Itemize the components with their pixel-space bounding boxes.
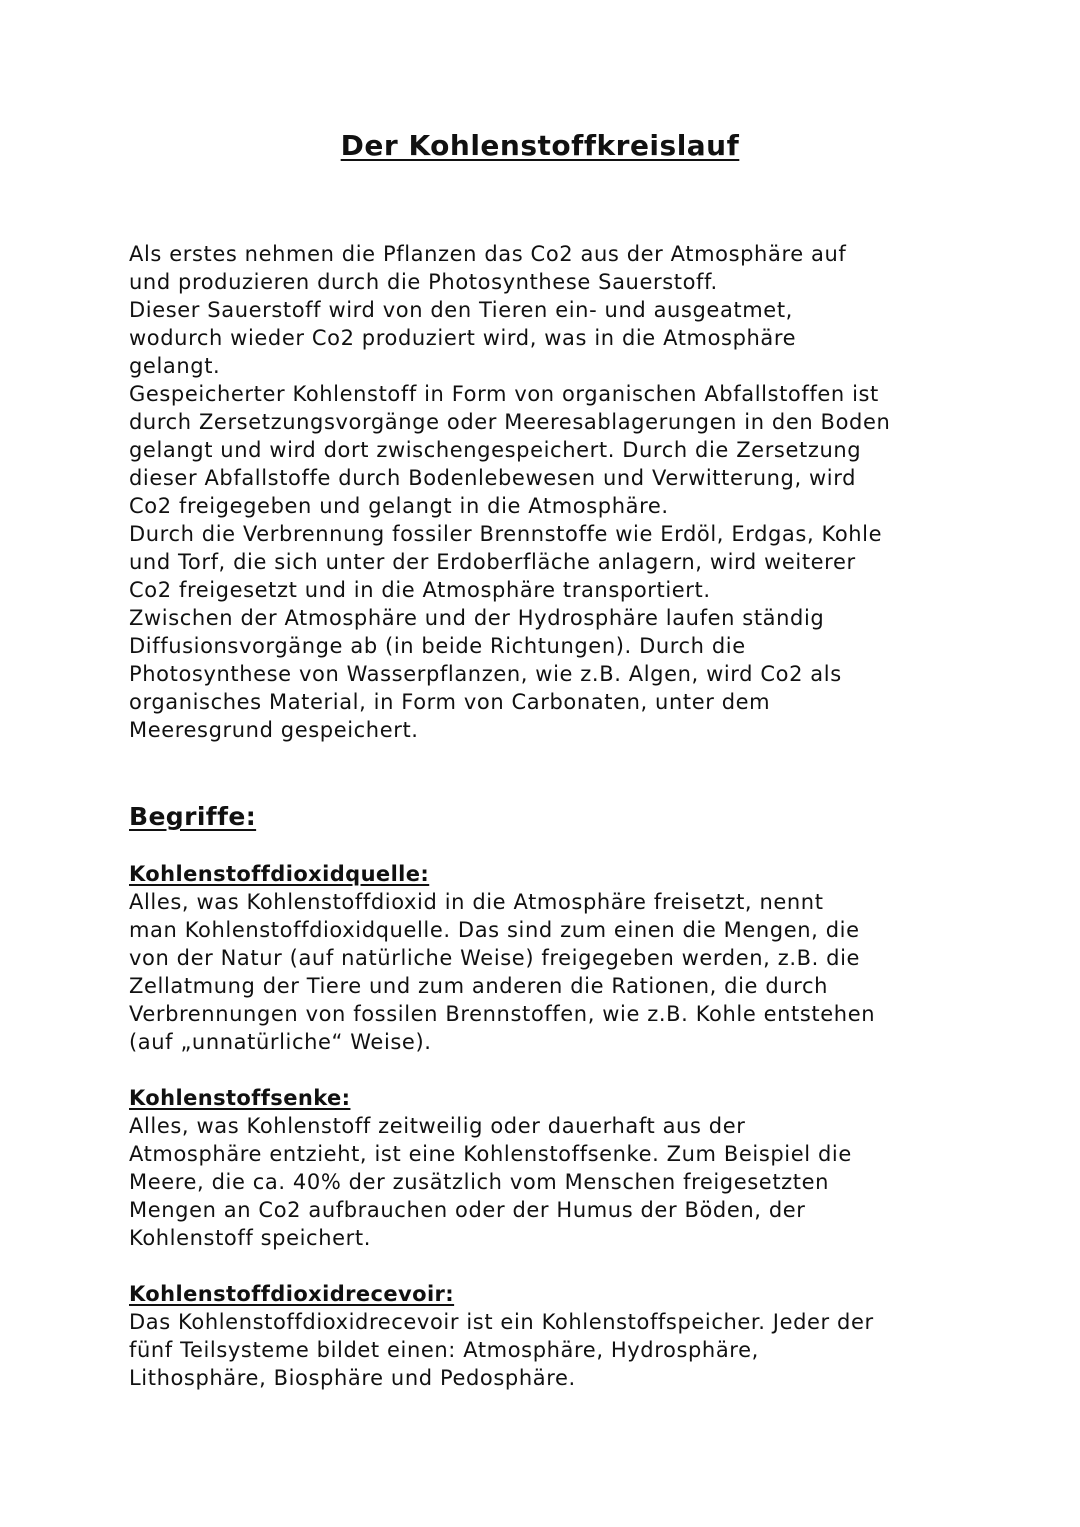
term-line: von der Natur (auf natürliche Weise) freigegeben werden, z.B. die — [129, 946, 861, 970]
term-kohlenstoffsenke — [129, 1084, 969, 1252]
term-heading: Kohlenstoffdioxidrecevoir: — [129, 1282, 455, 1306]
term-line: Das Kohlenstoffdioxidrecevoir ist ein Kohlenstoffspeicher. Jeder der — [129, 1310, 874, 1334]
term-line: Mengen an Co2 aufbrauchen oder der Humus der Böden, der — [129, 1198, 806, 1222]
term-line: Zellatmung der Tiere und zum anderen die Rationen, die durch — [129, 974, 829, 998]
term-line: Verbrennungen von fossilen Brennstoffen, wie z.B. Kohle entstehen — [129, 1002, 876, 1026]
term-kohlenstoffdioxidrecevoir — [129, 1280, 969, 1392]
term-line: fünf Teilsysteme bildet einen: Atmosphäre, Hydrosphäre, — [129, 1338, 759, 1362]
intro-line: Dieser Sauerstoff wird von den Tieren ein- und ausgeatmet, — [129, 298, 793, 322]
term-line: man Kohlenstoffdioxidquelle. Das sind zum einen die Mengen, die — [129, 918, 860, 942]
intro-line: Gespeicherter Kohlenstoff in Form von organischen Abfallstoffen ist — [129, 382, 879, 406]
intro-line: Durch die Verbrennung fossiler Brennstoffe wie Erdöl, Erdgas, Kohle — [129, 522, 883, 546]
intro-line: und produzieren durch die Photosynthese Sauerstoff. — [129, 270, 718, 294]
intro-line: Als erstes nehmen die Pflanzen das Co2 aus der Atmosphäre auf — [129, 242, 847, 266]
intro-line: Meeresgrund gespeichert. — [129, 718, 419, 742]
intro-paragraph — [129, 240, 969, 744]
term-line: Lithosphäre, Biosphäre und Pedosphäre. — [129, 1366, 576, 1390]
term-heading: Kohlenstoffsenke: — [129, 1086, 351, 1110]
term-line: Alles, was Kohlenstoffdioxid in die Atmosphäre freisetzt, nennt — [129, 890, 824, 914]
term-line: Meere, die ca. 40% der zusätzlich vom Menschen freigesetzten — [129, 1170, 830, 1194]
term-line: Kohlenstoff speichert. — [129, 1226, 371, 1250]
intro-line: wodurch wieder Co2 produziert wird, was in die Atmosphäre — [129, 326, 797, 350]
term-line: Atmosphäre entzieht, ist eine Kohlenstoffsenke. Zum Beispiel die — [129, 1142, 852, 1166]
section-heading-begriffe: Begriffe: — [129, 802, 257, 831]
intro-line: durch Zersetzungsvorgänge oder Meeresablagerungen in den Boden — [129, 410, 891, 434]
term-heading: Kohlenstoffdioxidquelle: — [129, 862, 430, 886]
intro-line: Diffusionsvorgänge ab (in beide Richtungen). Durch die — [129, 634, 746, 658]
intro-line: dieser Abfallstoffe durch Bodenlebewesen und Verwitterung, wird — [129, 466, 857, 490]
page-title-text: Der Kohlenstoffkreislauf — [340, 129, 740, 162]
intro-line: organisches Material, in Form von Carbonaten, unter dem — [129, 690, 771, 714]
intro-line: Photosynthese von Wasserpflanzen, wie z.B. Algen, wird Co2 als — [129, 662, 842, 686]
page-title — [0, 128, 1080, 164]
intro-line: Zwischen der Atmosphäre und der Hydrosphäre laufen ständig — [129, 606, 825, 630]
term-line: (auf „unnatürliche“ Weise). — [129, 1030, 432, 1054]
term-line: Alles, was Kohlenstoff zeitweilig oder dauerhaft aus der — [129, 1114, 746, 1138]
intro-line: Co2 freigegeben und gelangt in die Atmosphäre. — [129, 494, 669, 518]
term-kohlenstoffdioxidquelle — [129, 860, 969, 1056]
intro-line: gelangt und wird dort zwischengespeichert. Durch die Zersetzung — [129, 438, 862, 462]
intro-line: und Torf, die sich unter der Erdoberfläche anlagern, wird weiterer — [129, 550, 856, 574]
intro-line: gelangt. — [129, 354, 221, 378]
intro-line: Co2 freigesetzt und in die Atmosphäre transportiert. — [129, 578, 711, 602]
